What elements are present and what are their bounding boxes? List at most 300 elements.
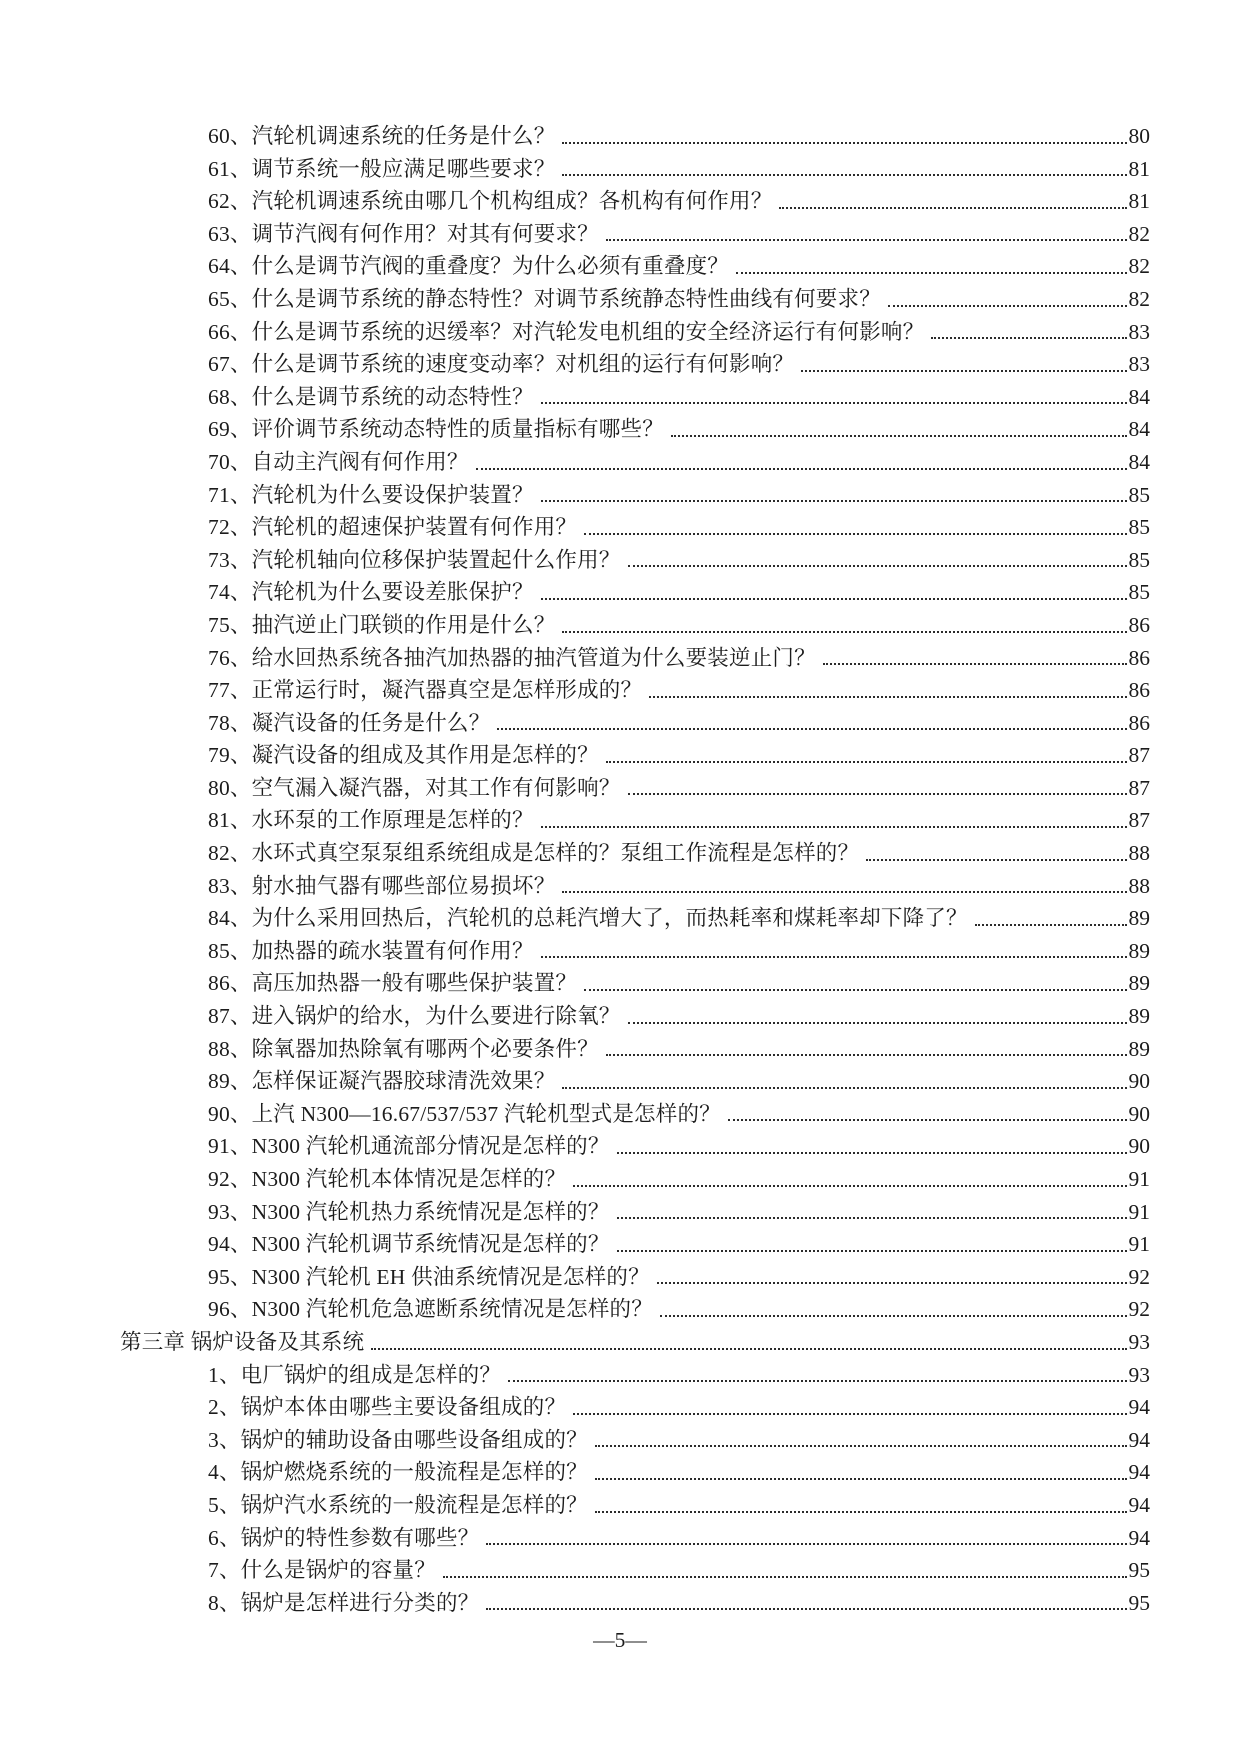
leader-dots bbox=[779, 207, 1126, 209]
entry-number: 8 bbox=[208, 1590, 219, 1615]
toc-entry[interactable] bbox=[0, 413, 1150, 446]
entry-page-number: 86 bbox=[1128, 678, 1150, 703]
entry-number: 68 bbox=[208, 384, 230, 409]
entry-title: 什么是调节系统的静态特性？对调节系统静态特性曲线有何要求？ bbox=[251, 286, 881, 311]
toc-entry-label bbox=[208, 1359, 501, 1392]
leader-dots bbox=[628, 565, 1127, 567]
entry-separator: 、 bbox=[218, 1492, 241, 1517]
entry-number: 3 bbox=[208, 1427, 219, 1452]
entry-separator: 、 bbox=[229, 841, 252, 866]
entry-page-number: 82 bbox=[1128, 286, 1150, 311]
toc-entry-label bbox=[208, 1196, 610, 1229]
entry-separator: 、 bbox=[218, 1395, 241, 1420]
entry-title: 锅炉本体由哪些主要设备组成的？ bbox=[240, 1395, 567, 1420]
entry-separator: 、 bbox=[229, 1134, 252, 1159]
entry-number: 66 bbox=[208, 319, 230, 344]
toc-entry-label bbox=[208, 1456, 588, 1489]
leader-dots bbox=[541, 402, 1127, 404]
entry-page-number: 82 bbox=[1128, 221, 1150, 246]
toc-entry-label bbox=[208, 707, 490, 740]
entry-number: 83 bbox=[208, 873, 230, 898]
toc-chapter-entry[interactable] bbox=[0, 1326, 1150, 1359]
entry-separator: 、 bbox=[229, 221, 252, 246]
toc-entry-label bbox=[208, 772, 621, 805]
entry-number: 80 bbox=[208, 775, 230, 800]
entry-title: 什么是锅炉的容量？ bbox=[240, 1558, 436, 1583]
entry-title: N300 汽轮机调节系统情况是怎样的？ bbox=[251, 1232, 610, 1257]
entry-separator: 、 bbox=[229, 808, 252, 833]
toc-entry[interactable] bbox=[0, 1391, 1150, 1424]
toc-entry[interactable] bbox=[0, 609, 1150, 642]
entry-title: 为什么采用回热后，汽轮机的总耗汽增大了，而热耗率和煤耗率却下降了？ bbox=[251, 906, 968, 931]
entry-separator: 、 bbox=[229, 286, 252, 311]
entry-title: 射水抽气器有哪些部位易损坏？ bbox=[251, 873, 556, 898]
toc-entry-label bbox=[208, 1098, 721, 1131]
entry-page-number: 93 bbox=[1128, 1362, 1150, 1387]
toc-entry-label bbox=[208, 739, 599, 772]
entry-page-number: 85 bbox=[1128, 482, 1150, 507]
toc-entry[interactable] bbox=[0, 250, 1150, 283]
leader-dots bbox=[486, 1543, 1126, 1545]
entry-title: 水环泵的工作原理是怎样的？ bbox=[251, 808, 534, 833]
toc-entry-label bbox=[208, 837, 859, 870]
leader-dots bbox=[562, 891, 1126, 893]
leader-dots bbox=[628, 1022, 1127, 1024]
entry-number: 87 bbox=[208, 1004, 230, 1029]
entry-page-number: 95 bbox=[1128, 1590, 1150, 1615]
entry-page-number: 84 bbox=[1128, 449, 1150, 474]
leader-dots bbox=[671, 435, 1127, 437]
leader-dots bbox=[649, 696, 1126, 698]
entry-page-number: 90 bbox=[1128, 1069, 1150, 1094]
entry-number: 63 bbox=[208, 221, 230, 246]
entry-title: 高压加热器一般有哪些保护装置？ bbox=[251, 971, 578, 996]
toc-entry-label bbox=[208, 935, 534, 968]
entry-number: 65 bbox=[208, 286, 230, 311]
toc-entry[interactable] bbox=[0, 1489, 1150, 1522]
entry-separator: 、 bbox=[229, 938, 252, 963]
entry-title: 汽轮机调速系统的任务是什么？ bbox=[251, 124, 556, 148]
entry-title: 锅炉的特性参数有哪些？ bbox=[240, 1525, 480, 1550]
toc-entry-label bbox=[208, 1293, 653, 1326]
entry-page-number: 94 bbox=[1128, 1460, 1150, 1485]
entry-page-number: 87 bbox=[1128, 743, 1150, 768]
entry-page-number: 83 bbox=[1128, 319, 1150, 344]
leader-dots bbox=[595, 1511, 1127, 1513]
entry-page-number: 90 bbox=[1128, 1101, 1150, 1126]
entry-page-number: 88 bbox=[1128, 841, 1150, 866]
leader-dots bbox=[606, 761, 1127, 763]
toc-entry-label bbox=[208, 967, 577, 1000]
entry-title: 抽汽逆止门联锁的作用是什么？ bbox=[251, 612, 556, 637]
entry-number: 76 bbox=[208, 645, 230, 670]
toc-entry[interactable] bbox=[0, 479, 1150, 512]
entry-number: 4 bbox=[208, 1460, 219, 1485]
entry-number: 6 bbox=[208, 1525, 219, 1550]
entry-title: 上汽 N300—16.67/537/537 汽轮机型式是怎样的？ bbox=[251, 1101, 721, 1126]
leader-dots bbox=[888, 305, 1127, 307]
entry-page-number: 81 bbox=[1128, 189, 1150, 214]
leader-dots bbox=[562, 142, 1126, 144]
toc-entry[interactable] bbox=[0, 218, 1150, 251]
leader-dots bbox=[584, 533, 1126, 535]
entry-number: 72 bbox=[208, 515, 230, 540]
toc-entry[interactable] bbox=[0, 1587, 1150, 1620]
leader-dots bbox=[573, 1185, 1126, 1187]
entry-page-number: 91 bbox=[1128, 1232, 1150, 1257]
entry-page-number: 84 bbox=[1128, 417, 1150, 442]
entry-separator: 、 bbox=[229, 775, 252, 800]
toc-entry[interactable] bbox=[0, 1554, 1150, 1587]
entry-number: 94 bbox=[208, 1232, 230, 1257]
toc-entry[interactable] bbox=[0, 935, 1150, 968]
toc-entry-label bbox=[208, 1130, 610, 1163]
entry-page-number: 82 bbox=[1128, 254, 1150, 279]
leader-dots bbox=[573, 1413, 1126, 1415]
toc-entry[interactable] bbox=[0, 1033, 1150, 1066]
entry-page-number: 87 bbox=[1128, 775, 1150, 800]
leader-dots bbox=[562, 1087, 1126, 1089]
toc-entry-label bbox=[208, 381, 534, 414]
entry-number: 61 bbox=[208, 156, 230, 181]
entry-title: 怎样保证凝汽器胶球清洗效果？ bbox=[251, 1069, 556, 1094]
entry-page-number: 88 bbox=[1128, 873, 1150, 898]
leader-dots bbox=[541, 500, 1127, 502]
entry-number: 69 bbox=[208, 417, 230, 442]
entry-separator: 、 bbox=[229, 254, 252, 279]
toc-entry-label bbox=[208, 185, 772, 218]
toc-entry-label bbox=[208, 1065, 555, 1098]
toc-entry[interactable] bbox=[0, 120, 1150, 153]
leader-dots bbox=[617, 1217, 1127, 1219]
entry-number: 79 bbox=[208, 743, 230, 768]
toc-entry[interactable] bbox=[0, 1130, 1150, 1163]
toc-entry[interactable] bbox=[0, 576, 1150, 609]
entry-separator: 、 bbox=[229, 1167, 252, 1191]
toc-entry-label bbox=[208, 1261, 650, 1294]
toc-entry-label bbox=[208, 446, 469, 479]
toc-entry-label bbox=[208, 1587, 479, 1620]
entry-title: 调节汽阀有何作用？对其有何要求？ bbox=[251, 221, 599, 246]
toc-entry[interactable] bbox=[0, 1098, 1150, 1131]
toc-entry[interactable] bbox=[0, 316, 1150, 349]
entry-title: 评价调节系统动态特性的质量指标有哪些？ bbox=[251, 417, 664, 442]
entry-page-number: 94 bbox=[1128, 1525, 1150, 1550]
entry-separator: 、 bbox=[229, 873, 252, 898]
entry-page-number: 93 bbox=[1128, 1329, 1150, 1354]
leader-dots bbox=[476, 468, 1127, 470]
entry-title: 什么是调节系统的速度变动率？对机组的运行有何影响？ bbox=[251, 352, 795, 377]
entry-number: 95 bbox=[208, 1264, 230, 1289]
entry-page-number: 91 bbox=[1128, 1199, 1150, 1224]
entry-number: 89 bbox=[208, 1069, 230, 1094]
leader-dots bbox=[541, 956, 1127, 958]
entry-title: 电厂锅炉的组成是怎样的？ bbox=[240, 1362, 502, 1387]
entry-page-number: 86 bbox=[1128, 710, 1150, 735]
entry-separator: 、 bbox=[229, 417, 252, 442]
toc-entry-label bbox=[208, 1391, 566, 1424]
entry-number: 92 bbox=[208, 1167, 230, 1191]
entry-page-number: 92 bbox=[1128, 1264, 1150, 1289]
entry-separator: 、 bbox=[218, 1362, 241, 1387]
entry-page-number: 94 bbox=[1128, 1492, 1150, 1517]
entry-number: 60 bbox=[208, 124, 230, 148]
entry-title: 凝汽设备的组成及其作用是怎样的？ bbox=[251, 743, 599, 768]
toc-entry-label bbox=[208, 218, 599, 251]
entry-number: 75 bbox=[208, 612, 230, 637]
entry-number: 62 bbox=[208, 189, 230, 214]
entry-number: 73 bbox=[208, 547, 230, 572]
entry-separator: 、 bbox=[218, 1558, 241, 1583]
entry-separator: 、 bbox=[229, 156, 252, 181]
entry-separator: 、 bbox=[229, 482, 252, 507]
toc-entry[interactable] bbox=[0, 153, 1150, 186]
entry-number: 90 bbox=[208, 1101, 230, 1126]
toc-entry[interactable] bbox=[0, 1228, 1150, 1261]
entry-page-number: 85 bbox=[1128, 547, 1150, 572]
leader-dots bbox=[497, 728, 1126, 730]
toc-entry[interactable] bbox=[0, 772, 1150, 805]
toc-entry-label bbox=[208, 870, 555, 903]
toc-entry[interactable] bbox=[0, 837, 1150, 870]
entry-title: 汽轮机调速系统由哪几个机构组成？各机构有何作用？ bbox=[251, 189, 773, 214]
toc-entry-label bbox=[208, 902, 968, 935]
entry-page-number: 94 bbox=[1128, 1427, 1150, 1452]
entry-separator: 、 bbox=[229, 547, 252, 572]
toc-entry-label bbox=[208, 120, 555, 153]
toc-entry-label bbox=[208, 804, 534, 837]
leader-dots bbox=[595, 1478, 1127, 1480]
entry-number: 88 bbox=[208, 1036, 230, 1061]
toc-entry-label bbox=[208, 1489, 588, 1522]
toc-entry-label bbox=[208, 250, 729, 283]
entry-number: 第三章 bbox=[120, 1329, 186, 1354]
toc-entry[interactable] bbox=[0, 1000, 1150, 1033]
toc-entry-label bbox=[208, 674, 642, 707]
entry-separator: 、 bbox=[229, 189, 252, 214]
leader-dots bbox=[975, 924, 1127, 926]
entry-number: 5 bbox=[208, 1492, 219, 1517]
leader-dots bbox=[660, 1315, 1127, 1317]
entry-separator: 、 bbox=[229, 710, 252, 735]
toc-entry[interactable] bbox=[0, 446, 1150, 479]
toc-entry[interactable] bbox=[0, 870, 1150, 903]
entry-title: N300 汽轮机本体情况是怎样的？ bbox=[251, 1167, 567, 1191]
entry-title: 调节系统一般应满足哪些要求？ bbox=[251, 156, 556, 181]
entry-number: 67 bbox=[208, 352, 230, 377]
toc-entry-label bbox=[208, 1033, 599, 1066]
toc-entry[interactable] bbox=[0, 1359, 1150, 1392]
entry-separator: 、 bbox=[229, 1101, 252, 1126]
leader-dots bbox=[508, 1380, 1126, 1382]
entry-title: 凝汽设备的任务是什么？ bbox=[251, 710, 491, 735]
entry-page-number: 89 bbox=[1128, 1004, 1150, 1029]
entry-number: 70 bbox=[208, 449, 230, 474]
entry-page-number: 89 bbox=[1128, 906, 1150, 931]
entry-separator: 、 bbox=[229, 515, 252, 540]
entry-title: 给水回热系统各抽汽加热器的抽汽管道为什么要装逆止门？ bbox=[251, 645, 816, 670]
entry-page-number: 89 bbox=[1128, 971, 1150, 996]
entry-separator: 、 bbox=[229, 124, 252, 148]
toc-entry-label bbox=[208, 1554, 436, 1587]
entry-page-number: 87 bbox=[1128, 808, 1150, 833]
entry-title: 水环式真空泵泵组系统组成是怎样的？泵组工作流程是怎样的？ bbox=[251, 841, 860, 866]
entry-title: 汽轮机的超速保护装置有何作用？ bbox=[251, 515, 578, 540]
entry-title: 除氧器加热除氧有哪两个必要条件？ bbox=[251, 1036, 599, 1061]
entry-number: 74 bbox=[208, 580, 230, 605]
entry-number: 86 bbox=[208, 971, 230, 996]
leader-dots bbox=[606, 1054, 1127, 1056]
entry-separator: 、 bbox=[229, 1297, 252, 1322]
toc-entry[interactable] bbox=[0, 642, 1150, 675]
entry-separator: 、 bbox=[229, 1004, 252, 1029]
entry-number: 2 bbox=[208, 1395, 219, 1420]
entry-title: N300 汽轮机 EH 供油系统情况是怎样的？ bbox=[251, 1264, 650, 1289]
toc-entry-label bbox=[208, 544, 621, 577]
entry-title: N300 汽轮机通流部分情况是怎样的？ bbox=[251, 1134, 610, 1159]
toc-entry-label bbox=[208, 642, 816, 675]
entry-number: 1 bbox=[208, 1362, 219, 1387]
entry-separator: 、 bbox=[218, 1590, 241, 1615]
toc-entry-label bbox=[208, 316, 924, 349]
toc-entry-label bbox=[208, 283, 881, 316]
entry-separator: 、 bbox=[229, 449, 252, 474]
entry-title: 什么是调节系统的动态特性？ bbox=[251, 384, 534, 409]
entry-title: 汽轮机为什么要设差胀保护？ bbox=[251, 580, 534, 605]
entry-page-number: 83 bbox=[1128, 352, 1150, 377]
entry-title: 锅炉燃烧系统的一般流程是怎样的？ bbox=[240, 1460, 588, 1485]
leader-dots bbox=[866, 859, 1126, 861]
entry-separator: 、 bbox=[229, 384, 252, 409]
entry-separator: 、 bbox=[229, 612, 252, 637]
toc-entry-label bbox=[208, 1522, 479, 1555]
entry-separator: 、 bbox=[229, 1036, 252, 1061]
leader-dots bbox=[628, 793, 1127, 795]
entry-separator: 、 bbox=[229, 1232, 252, 1257]
toc-entry[interactable] bbox=[0, 185, 1150, 218]
leader-dots bbox=[595, 1445, 1127, 1447]
entry-page-number: 90 bbox=[1128, 1134, 1150, 1159]
entry-title: 锅炉的辅助设备由哪些设备组成的？ bbox=[240, 1427, 588, 1452]
toc-entry-label bbox=[208, 576, 534, 609]
entry-separator: 、 bbox=[229, 743, 252, 768]
entry-page-number: 86 bbox=[1128, 612, 1150, 637]
entry-separator: 、 bbox=[218, 1525, 241, 1550]
toc-entry-label bbox=[208, 153, 555, 186]
toc-entry[interactable] bbox=[0, 674, 1150, 707]
leader-dots bbox=[823, 663, 1127, 665]
leader-dots bbox=[728, 1119, 1127, 1121]
toc-entry[interactable] bbox=[0, 804, 1150, 837]
entry-title: 汽轮机轴向位移保护装置起什么作用？ bbox=[251, 547, 621, 572]
leader-dots bbox=[443, 1576, 1127, 1578]
toc-entry[interactable] bbox=[0, 381, 1150, 414]
toc-entry-label bbox=[208, 1000, 621, 1033]
toc-entry[interactable] bbox=[0, 1196, 1150, 1229]
entry-title: 空气漏入凝汽器，对其工作有何影响？ bbox=[251, 775, 621, 800]
entry-separator: 、 bbox=[229, 1069, 252, 1094]
entry-page-number: 85 bbox=[1128, 580, 1150, 605]
toc-entry[interactable] bbox=[0, 902, 1150, 935]
leader-dots bbox=[562, 631, 1126, 633]
toc-entry-label bbox=[208, 1228, 610, 1261]
leader-dots bbox=[541, 826, 1127, 828]
toc-entry[interactable] bbox=[0, 1424, 1150, 1457]
entry-separator: 、 bbox=[229, 678, 252, 703]
entry-number: 93 bbox=[208, 1199, 230, 1224]
entry-separator: 、 bbox=[218, 1427, 241, 1452]
entry-title: 正常运行时，凝汽器真空是怎样形成的？ bbox=[251, 678, 643, 703]
entry-title: N300 汽轮机危急遮断系统情况是怎样的？ bbox=[251, 1297, 653, 1322]
toc-entry[interactable] bbox=[0, 1163, 1150, 1196]
toc-entry[interactable] bbox=[0, 1065, 1150, 1098]
toc-entry-label bbox=[208, 1424, 588, 1457]
entry-number: 64 bbox=[208, 254, 230, 279]
entry-title: 锅炉是怎样进行分类的？ bbox=[240, 1590, 480, 1615]
page-footer-number: —5— bbox=[593, 1628, 647, 1652]
toc-entry[interactable] bbox=[0, 348, 1150, 381]
toc-entry[interactable] bbox=[0, 707, 1150, 740]
toc-entry[interactable] bbox=[0, 1293, 1150, 1326]
leader-dots bbox=[562, 174, 1126, 176]
entry-separator: 、 bbox=[229, 352, 252, 377]
entry-number: 7 bbox=[208, 1558, 219, 1583]
toc-entry[interactable] bbox=[0, 1456, 1150, 1489]
entry-page-number: 85 bbox=[1128, 515, 1150, 540]
entry-number: 96 bbox=[208, 1297, 230, 1322]
toc-entry[interactable] bbox=[0, 1522, 1150, 1555]
toc-entry[interactable] bbox=[0, 739, 1150, 772]
entry-number: 85 bbox=[208, 938, 230, 963]
entry-page-number: 86 bbox=[1128, 645, 1150, 670]
entry-title: 锅炉汽水系统的一般流程是怎样的？ bbox=[240, 1492, 588, 1517]
entry-title: 什么是调节系统的迟缓率？对汽轮发电机组的安全经济运行有何影响？ bbox=[251, 319, 925, 344]
entry-number: 78 bbox=[208, 710, 230, 735]
entry-page-number: 84 bbox=[1128, 384, 1150, 409]
toc-entry[interactable] bbox=[0, 544, 1150, 577]
toc-entry[interactable] bbox=[0, 967, 1150, 1000]
leader-dots bbox=[801, 370, 1126, 372]
toc-entry-label bbox=[208, 479, 534, 512]
leader-dots bbox=[541, 598, 1127, 600]
entry-separator: 、 bbox=[229, 580, 252, 605]
table-of-contents bbox=[0, 120, 1150, 1619]
toc-entry-label bbox=[208, 413, 664, 446]
leader-dots bbox=[606, 239, 1127, 241]
leader-dots bbox=[371, 1348, 1126, 1350]
entry-separator: 、 bbox=[229, 319, 252, 344]
leader-dots bbox=[486, 1608, 1126, 1610]
entry-title: N300 汽轮机热力系统情况是怎样的？ bbox=[251, 1199, 610, 1224]
toc-entry[interactable] bbox=[0, 1261, 1150, 1294]
entry-page-number: 81 bbox=[1128, 156, 1150, 181]
entry-page-number: 95 bbox=[1128, 1558, 1150, 1583]
entry-separator: 、 bbox=[229, 1199, 252, 1224]
toc-entry[interactable] bbox=[0, 283, 1150, 316]
toc-entry[interactable] bbox=[0, 511, 1150, 544]
entry-title: 加热器的疏水装置有何作用？ bbox=[251, 938, 534, 963]
toc-entry-label bbox=[208, 1163, 566, 1196]
entry-number: 81 bbox=[208, 808, 230, 833]
entry-title: 什么是调节汽阀的重叠度？为什么必须有重叠度？ bbox=[251, 254, 730, 279]
leader-dots bbox=[584, 989, 1126, 991]
entry-number: 77 bbox=[208, 678, 230, 703]
entry-number: 91 bbox=[208, 1134, 230, 1159]
entry-number: 82 bbox=[208, 841, 230, 866]
entry-number: 84 bbox=[208, 906, 230, 931]
entry-title: 自动主汽阀有何作用？ bbox=[251, 449, 469, 474]
entry-separator: 、 bbox=[229, 971, 252, 996]
